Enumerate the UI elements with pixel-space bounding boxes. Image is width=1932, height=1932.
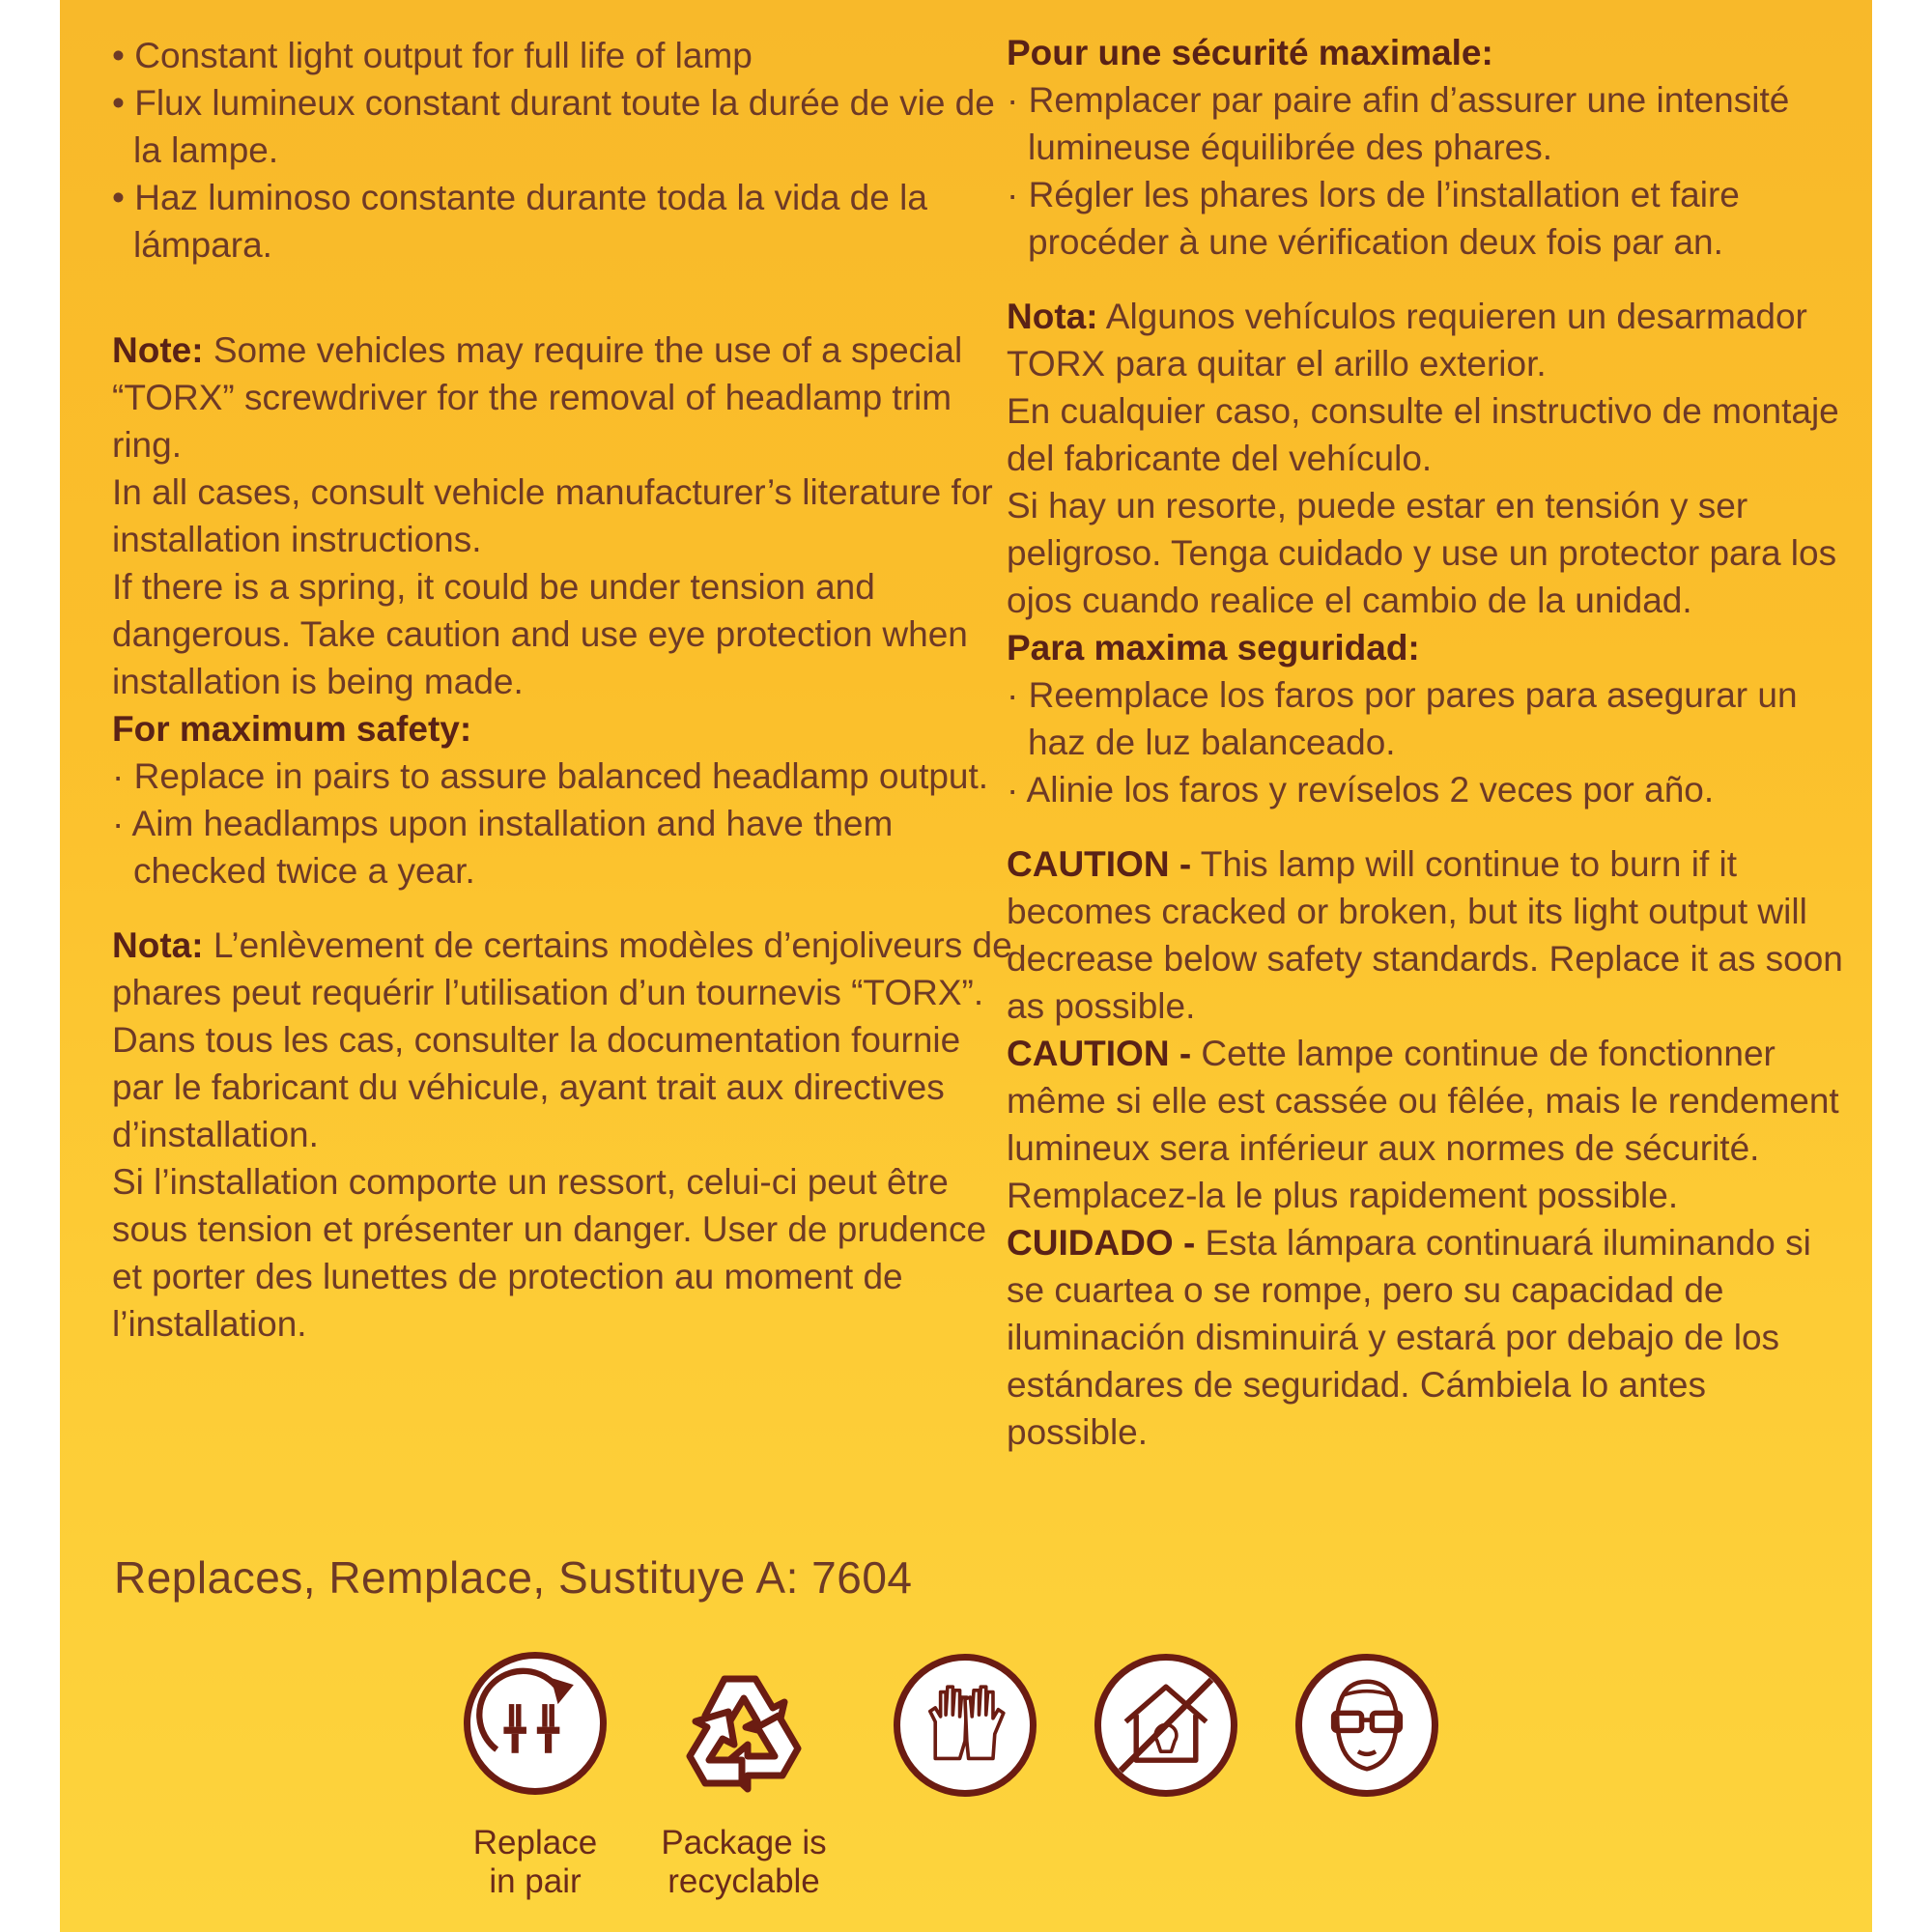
safety-en-item: · Replace in pairs to assure balanced headlamp output. <box>112 756 989 796</box>
note-fr-label: Nota: <box>112 925 204 965</box>
left-column <box>112 32 1020 1348</box>
caution-en <box>1007 840 1857 1030</box>
replaces-line: Replaces, Remplace, Sustituye A: 7604 <box>114 1552 913 1603</box>
replace-in-pair-badge <box>464 1652 607 1795</box>
note-en-consult: In all cases, consult vehicle manufacturer’s literature for installation instructions. <box>112 472 993 559</box>
note-es-paragraph <box>1007 293 1857 387</box>
note-es-label: Nota: <box>1007 297 1098 336</box>
note-fr-consult: Dans tous les cas, consulter la documentation fournie par le fabricant du véhicule, ayant trait aux directives d’installation. <box>112 1020 961 1154</box>
feature-en: • Constant light output for full life of lamp <box>112 36 753 75</box>
note-fr-paragraph <box>112 922 1020 1016</box>
recycle-label-line1: Package is <box>661 1824 827 1861</box>
right-column <box>1007 29 1857 1456</box>
gloves-icon <box>894 1654 1037 1797</box>
caution-es-text: Esta lámpara continuará iluminando si se cuartea o se rompe, pero su capacidad de iluminación disminuirá y estará por debajo de los estándares de seguridad. Cámbiela lo antes possible. <box>1007 1223 1811 1452</box>
safety-es-item: · Alinie los faros y revíselos 2 veces por año. <box>1007 770 1715 810</box>
recycle-badge <box>667 1652 821 1811</box>
caution-en-text: This lamp will continue to burn if it becomes cracked or broken, but its light output will decrease below safety standards. Replace it as soon as possible. <box>1007 844 1843 1026</box>
safety-fr-item: · Remplacer par paire afin d’assurer une intensité lumineuse équilibrée des phares. <box>1007 80 1790 167</box>
caution-es-label: CUIDADO - <box>1007 1223 1196 1263</box>
note-es-text: Algunos vehículos requieren un desarmador TORX para quitar el arillo exterior. <box>1007 297 1807 384</box>
feature-fr: • Flux lumineux constant durant toute la durée de vie de la lampe. <box>112 83 995 170</box>
replace-in-pair-label-line1: Replace <box>472 1824 598 1861</box>
safety-fr-item: · Régler les phares lors de l’installation et faire procéder à une vérification deux fois par an. <box>1007 175 1740 262</box>
gloves-badge <box>894 1654 1037 1797</box>
safety-es-item: · Reemplace los faros por pares para asegurar un haz de luz balanceado. <box>1007 675 1798 762</box>
eye-protection-icon <box>1295 1654 1438 1797</box>
note-en-text: Some vehicles may require the use of a special “TORX” screwdriver for the removal of headlamp trim ring. <box>112 330 963 465</box>
safety-fr-heading: Pour une sécurité maximale: <box>1007 33 1493 72</box>
note-fr-text: L’enlèvement de certains modèles d’enjoliveurs de phares peut requérir l’utilisation d’un tournevis “TORX”. <box>112 925 1012 1012</box>
not-for-household-use-icon <box>1094 1654 1237 1797</box>
caution-es <box>1007 1219 1857 1456</box>
caution-fr-label: CAUTION - <box>1007 1034 1192 1073</box>
note-fr-spring: Si l’installation comporte un ressort, celui-ci peut être sous tension et présenter un danger. User de prudence et porter des lunettes de protection au moment de l’installation. <box>112 1162 987 1344</box>
replace-in-pair-label <box>419 1824 651 1901</box>
safety-es-heading: Para maxima seguridad: <box>1007 628 1420 668</box>
note-en-spring: If there is a spring, it could be under tension and dangerous. Take caution and use eye protection when installation is being made. <box>112 567 968 701</box>
caution-fr-text: Cette lampe continue de fonctionner même si elle est cassée ou fêlée, mais le rendement lumineux sera inférieur aux normes de sécurité. Remplacez-la le plus rapidement possible. <box>1007 1034 1839 1215</box>
recycle-icon <box>667 1652 821 1806</box>
note-en-label: Note: <box>112 330 204 370</box>
caution-fr <box>1007 1030 1857 1219</box>
note-es-consult: En cualquier caso, consulte el instructivo de montaje del fabricante del vehículo. <box>1007 391 1839 478</box>
recycle-label <box>628 1824 860 1901</box>
safety-en-heading: For maximum safety: <box>112 709 472 749</box>
caution-en-label: CAUTION - <box>1007 844 1192 884</box>
replace-in-pair-icon <box>464 1652 607 1795</box>
safety-en-item: · Aim headlamps upon installation and have them checked twice a year. <box>112 804 894 891</box>
feature-es: • Haz luminoso constante durante toda la vida de la lámpara. <box>112 178 927 265</box>
note-es-spring: Si hay un resorte, puede estar en tensión y ser peligroso. Tenga cuidado y use un protector para los ojos cuando realice el cambio de la unidad. <box>1007 486 1837 620</box>
eye-protection-badge <box>1295 1654 1438 1797</box>
package-panel <box>60 0 1872 1932</box>
replace-in-pair-label-line2: in pair <box>489 1862 582 1900</box>
household-badge <box>1094 1654 1237 1797</box>
note-en-paragraph <box>112 327 1020 469</box>
recycle-label-line2: recyclable <box>668 1862 820 1900</box>
